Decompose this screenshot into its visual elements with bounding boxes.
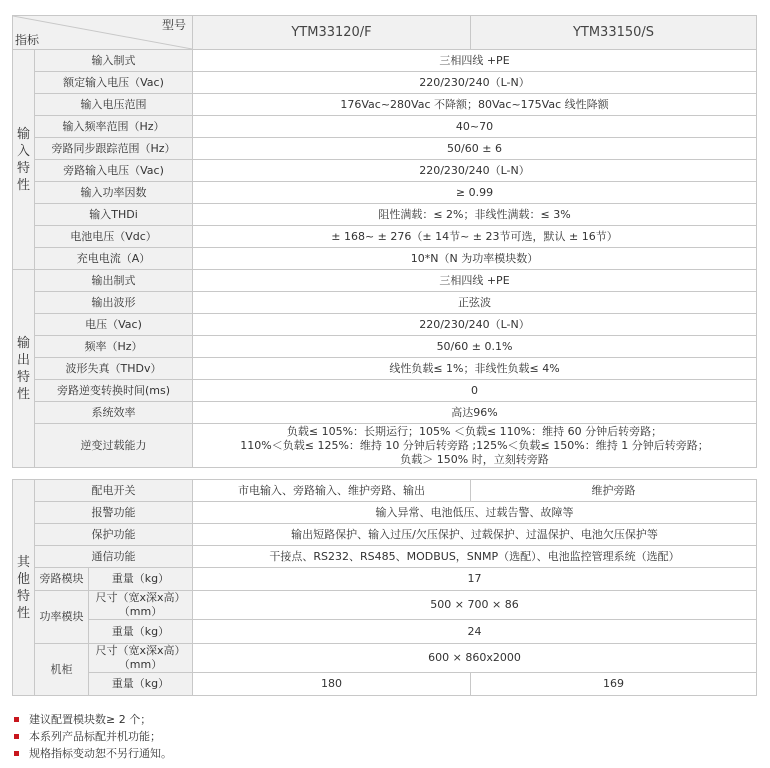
- overload-line: 负载＞ 150% 时，立刻转旁路: [400, 452, 549, 466]
- row-label: 输出波形: [35, 292, 193, 314]
- table-row: [13, 138, 757, 160]
- table-row: [13, 292, 757, 314]
- footnotes: [14, 711, 172, 762]
- section-input: 输入特性: [13, 50, 35, 270]
- row-label: 系统效率: [35, 402, 193, 424]
- table-row: [13, 480, 757, 502]
- size-label: 尺寸（宽x深x高）: [95, 591, 186, 604]
- cell-value: 输出短路保护、输入过压/欠压保护、过载保护、过温保护、电池欠压保护等: [193, 524, 757, 546]
- table-row: [13, 568, 757, 591]
- row-label: 配电开关: [35, 480, 193, 502]
- cell-value: 线性负载≤ 1%；非线性负载≤ 4%: [193, 358, 757, 380]
- row-label: 充电电流（A）: [35, 248, 193, 270]
- cell-value: 高达96%: [193, 402, 757, 424]
- cell-value: 176Vac~280Vac 不降额；80Vac~175Vac 线性降额: [193, 94, 757, 116]
- cell-value: 169: [471, 673, 757, 696]
- table-row: [13, 524, 757, 546]
- cell-value: 220/230/240（L-N）: [193, 314, 757, 336]
- cell-value: 600 × 860x2000: [193, 644, 757, 673]
- cell-value: 50/60 ± 6: [193, 138, 757, 160]
- table-row: [13, 336, 757, 358]
- row-label: 机柜: [35, 644, 89, 696]
- row-label: 旁路模块: [35, 568, 89, 591]
- cell-value: 0: [193, 380, 757, 402]
- row-label: 旁路输入电压（Vac): [35, 160, 193, 182]
- cell-value: 维护旁路: [471, 480, 757, 502]
- table-row: [13, 270, 757, 292]
- row-sublabel: [89, 644, 193, 673]
- model-name: YTM33150/S: [471, 16, 757, 50]
- cell-value: 市电输入、旁路输入、维护旁路、输出: [193, 480, 471, 502]
- table-row: [13, 72, 757, 94]
- table-row: [13, 502, 757, 524]
- row-label: 额定输入电压（Vac): [35, 72, 193, 94]
- row-sublabel: 重量（kg）: [89, 568, 193, 591]
- cell-value: 50/60 ± 0.1%: [193, 336, 757, 358]
- table-row: [13, 546, 757, 568]
- row-label: 报警功能: [35, 502, 193, 524]
- table-row: [13, 314, 757, 336]
- row-sublabel: 重量（kg）: [89, 673, 193, 696]
- cell-value: 180: [193, 673, 471, 696]
- table-row: [13, 116, 757, 138]
- table-row: [13, 424, 757, 468]
- diagonal-header-cell: [13, 16, 193, 50]
- row-label: 输入制式: [35, 50, 193, 72]
- table-row: [13, 248, 757, 270]
- table-row: [13, 226, 757, 248]
- row-label: 波形失真（THDv）: [35, 358, 193, 380]
- row-label: 保护功能: [35, 524, 193, 546]
- cell-value: 10*N（N 为功率模块数）: [193, 248, 757, 270]
- cell-value-multiline: [193, 424, 757, 468]
- cell-value: 500 × 700 × 86: [193, 591, 757, 620]
- table-row: [13, 50, 757, 72]
- row-sublabel: 重量（kg）: [89, 620, 193, 644]
- cell-value: 正弦波: [193, 292, 757, 314]
- cell-value: 三相四线 +PE: [193, 270, 757, 292]
- cell-value: 220/230/240（L-N）: [193, 72, 757, 94]
- row-label: 电压（Vac): [35, 314, 193, 336]
- row-label: 通信功能: [35, 546, 193, 568]
- table-row: [13, 380, 757, 402]
- cell-value: 干接点、RS232、RS485、MODBUS，SNMP（选配）、电池监控管理系统（选配）: [193, 546, 757, 568]
- row-label: 频率（Hz）: [35, 336, 193, 358]
- cell-value: ≥ 0.99: [193, 182, 757, 204]
- cell-value: 17: [193, 568, 757, 591]
- footnote: 规格指标变动恕不另行通知。: [14, 745, 172, 762]
- model-label: 型号: [161, 18, 186, 32]
- table-row: [13, 204, 757, 226]
- cell-value: 40~70: [193, 116, 757, 138]
- row-label: 输入电压范围: [35, 94, 193, 116]
- row-sublabel: [89, 591, 193, 620]
- table-row: [13, 402, 757, 424]
- table-row: [13, 160, 757, 182]
- cell-value: 24: [193, 620, 757, 644]
- row-label: 旁路逆变转换时间(ms): [35, 380, 193, 402]
- size-label: 尺寸（宽x深x高）: [95, 644, 186, 657]
- cell-value: 输入异常、电池低压、过载告警、故障等: [193, 502, 757, 524]
- table-row: [13, 182, 757, 204]
- section-output: 输出特性: [13, 270, 35, 468]
- cell-value: 220/230/240（L-N）: [193, 160, 757, 182]
- table-row: [13, 358, 757, 380]
- overload-line: 110%＜负载≤ 125%：维持 10 分钟后转旁路 ;125%＜负载≤ 150%：维持 1 分钟后转旁路；: [240, 438, 709, 452]
- row-label: 电池电压（Vdc）: [35, 226, 193, 248]
- size-unit-label: （mm）: [118, 658, 163, 671]
- row-label: 旁路同步跟踪范围（Hz）: [35, 138, 193, 160]
- index-label: 指标: [15, 33, 40, 47]
- size-unit-label: （mm）: [118, 605, 163, 618]
- cell-value: 三相四线 +PE: [193, 50, 757, 72]
- bullet-icon: [14, 717, 19, 722]
- spec-table-other: [12, 479, 757, 696]
- section-other: 其他特性: [13, 480, 35, 696]
- row-label: 输出制式: [35, 270, 193, 292]
- table-row: [13, 591, 757, 620]
- row-label: 输入THDi: [35, 204, 193, 226]
- cell-value: 阻性满载：≤ 2%；非线性满载：≤ 3%: [193, 204, 757, 226]
- bullet-icon: [14, 734, 19, 739]
- table-row: [13, 644, 757, 673]
- row-label: 输入频率范围（Hz）: [35, 116, 193, 138]
- row-label: 功率模块: [35, 591, 89, 644]
- model-name: YTM33120/F: [193, 16, 471, 50]
- spec-table-main: [12, 15, 757, 468]
- overload-line: 负载≤ 105%：长期运行；105% ＜负载≤ 110%：维持 60 分钟后转旁路；: [286, 424, 663, 438]
- footnote: 本系列产品标配并机功能；: [14, 728, 172, 745]
- table-row: [13, 673, 757, 696]
- footnote: 建议配置模块数≥ 2 个；: [14, 711, 172, 728]
- row-label: 逆变过载能力: [35, 424, 193, 468]
- bullet-icon: [14, 751, 19, 756]
- table-row: [13, 620, 757, 644]
- row-label: 输入功率因数: [35, 182, 193, 204]
- cell-value: ± 168~ ± 276（± 14节~ ± 23节可选，默认 ± 16节）: [193, 226, 757, 248]
- table-row: [13, 94, 757, 116]
- table-header-row: [13, 16, 757, 50]
